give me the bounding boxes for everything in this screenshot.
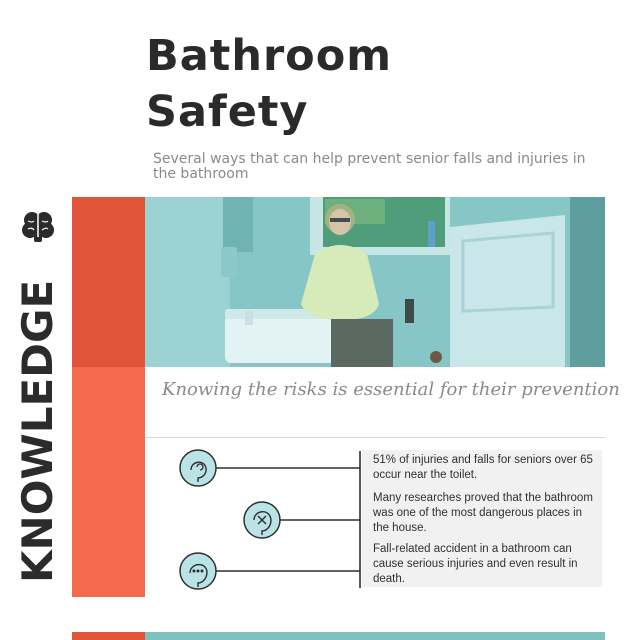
risk-diagram: [170, 440, 370, 600]
side-label: KNOWLEDGE: [13, 279, 62, 583]
connector-lines: [216, 451, 360, 588]
face-x-icon: [244, 502, 280, 538]
title-line-1: Bathroom: [146, 31, 393, 81]
fact-item: Many researches proved that the bathroom was one of the most dangerous places in the house.: [373, 492, 593, 534]
quote-text: Knowing the risks is essential for their prevention: [162, 379, 620, 400]
fact-item: Fall-related accident in a bathroom can cause serious injuries and even result in death.: [373, 543, 578, 585]
title-line-2: Safety: [146, 87, 309, 137]
page-title: [146, 28, 392, 140]
fact-item: 51% of injuries and falls for seniors over 65 occur near the toilet.: [373, 454, 593, 481]
photo-strip-bottom: [145, 632, 605, 640]
page-subtitle: Several ways that can help prevent senior falls and injuries in the bathroom: [153, 151, 586, 182]
accent-band-middle: [72, 367, 145, 597]
divider: [145, 437, 605, 438]
brain-icon: [18, 207, 58, 247]
bathroom-photo: [145, 197, 605, 367]
face-icon: [180, 450, 216, 486]
face-dots-icon: [180, 553, 216, 589]
accent-band-bottom: [72, 632, 145, 640]
accent-band-top: [72, 197, 145, 367]
